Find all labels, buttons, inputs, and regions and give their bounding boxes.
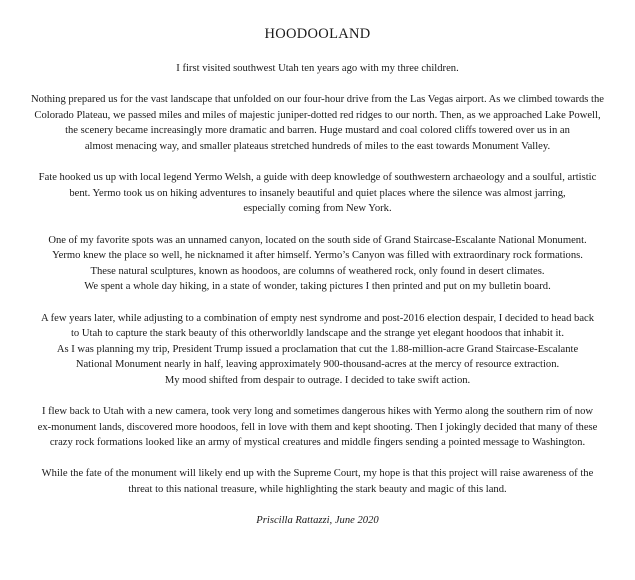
text-line: I first visited southwest Utah ten years ago with my three children.	[176, 63, 459, 74]
text-line: National Monument nearly in half, leaving approximately 900-thousand-acres at the mercy of resource extraction.	[75, 359, 560, 371]
text-line: Nothing prepared us for the vast landscape that unfolded on our four-hour drive from the Las Vegas airport. As we climbed towards the	[31, 94, 604, 106]
text-line: the scenery became increasingly more dramatic and barren. Huge mustard and coal colored cliffs towered over us in an	[65, 125, 570, 137]
paragraph-closing	[8, 466, 627, 497]
text-line: Fate hooked us up with local legend Yermo Welsh, a guide with deep knowledge of southwestern archaeology and a soulful, artistic	[38, 172, 597, 184]
paragraph-guide	[8, 170, 627, 217]
text-line: I flew back to Utah with a new camera, took very long and sometimes dangerous hikes with Yermo along the southern rim of now	[41, 406, 594, 418]
text-line: As I was planning my trip, President Trump issued a proclamation that cut the 1.88-million-acre Grand Staircase-Escalante	[56, 343, 579, 355]
text-line: crazy rock formations looked like an army of mystical creatures and middle fingers sending a pointed message to Washington.	[49, 437, 586, 449]
paragraph-return	[8, 311, 627, 389]
paragraph-camera	[8, 404, 627, 451]
text-line: While the fate of the monument will likely end up with the Supreme Court, my hope is that this project will raise awareness of the	[41, 468, 594, 480]
text-line: Yermo knew the place so well, he nicknamed it after himself. Yermo’s Canyon was filled with extraordinary rock formations.	[52, 250, 583, 262]
paragraph-landscape	[8, 92, 627, 154]
paragraph-canyon	[8, 233, 627, 295]
text-line: These natural sculptures, known as hoodoos, are columns of weathered rock, only found in desert climates.	[90, 265, 545, 277]
text-line: almost menacing way, and smaller plateaus stretched hundreds of miles to the east towards Monument Valley.	[84, 140, 551, 152]
text-line: to Utah to capture the stark beauty of this otherworldly landscape and the strange yet elegant hoodoos that inhabit it.	[70, 328, 565, 340]
text-line: threat to this national treasure, while highlighting the stark beauty and magic of this land.	[128, 484, 507, 496]
text-line: We spent a whole day hiking, in a state of wonder, taking pictures I then printed and put on my bulletin board.	[84, 281, 551, 293]
signature: Priscilla Rattazzi, June 2020	[256, 515, 379, 527]
text-line: bent. Yermo took us on hiking adventures to insanely beautiful and quiet places where the silence was almost jarring,	[69, 187, 566, 199]
paragraph-intro	[8, 61, 627, 77]
text-line: Colorado Plateau, we passed miles and miles of majestic juniper-dotted red ridges to our north. Then, as we approached Lake Powell,	[34, 109, 601, 121]
text-line: ex-monument lands, discovered more hoodoos, fell in love with them and kept shooting. Then I jokingly decided that many of these	[37, 421, 598, 433]
text-line: A few years later, while adjusting to a combination of empty nest syndrome and post-2016 election despair, I decided to head back	[40, 312, 595, 324]
text-line: One of my favorite spots was an unnamed canyon, located on the south side of Grand Staircase-Escalante National Monument.	[48, 234, 587, 246]
text-line: My mood shifted from despair to outrage. I decided to take swift action.	[164, 374, 471, 386]
document-title: HOODOOLAND	[264, 26, 371, 42]
text-line: especially coming from New York.	[243, 203, 392, 215]
